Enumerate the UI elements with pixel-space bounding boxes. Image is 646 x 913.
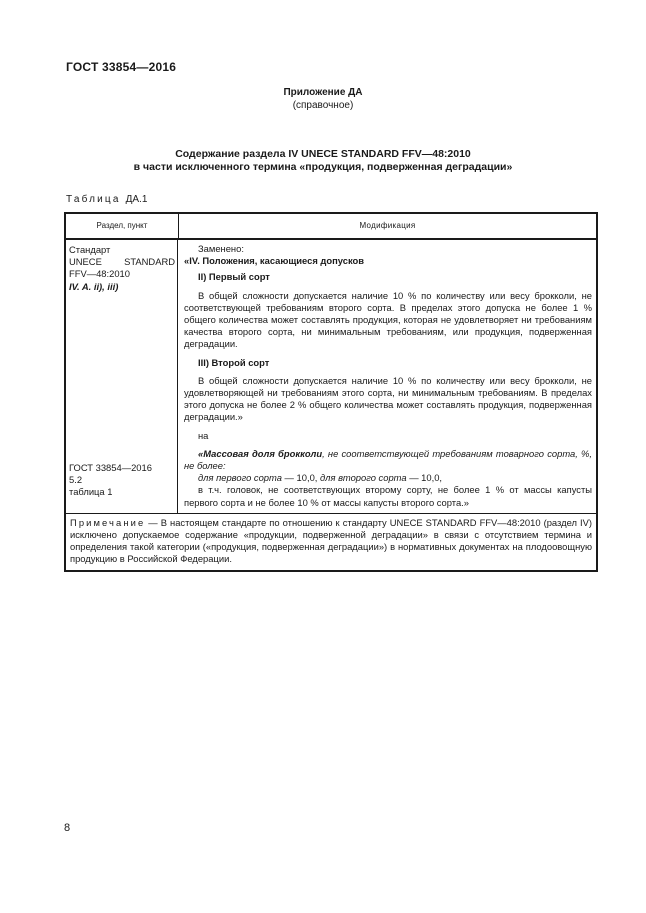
source-line-standard: Стандарт — [69, 244, 111, 255]
document-code: ГОСТ 33854—2016 — [66, 60, 177, 74]
section-title-line2: в части исключенного термина «продукция, подверженная деградации» — [133, 161, 513, 173]
target-line-gost: ГОСТ 33854—2016 — [69, 462, 152, 473]
table-body-row — [66, 240, 596, 513]
target-line-table: таблица 1 — [69, 486, 113, 498]
table-caption — [66, 194, 147, 205]
heads-text: в т.ч. головок, не соответствующих второму сорту, не более 1 % от массы капусты первого сорта и не более 10 % от массы капусты второго сорта.» — [184, 484, 592, 508]
source-line-unece: UNECE STANDARD — [69, 256, 175, 268]
column-header-modification: Модификация — [359, 220, 416, 230]
first-grade-value: — 10,0, — [281, 472, 320, 484]
modification-table — [64, 212, 598, 572]
note-text: — В настоящем стандарте по отношению к стандарту UNECE STANDARD FFV—48:2010 (раздел IV) исключено допускаемое содержание «продукции, подверженной деградации» в связи с отсутствием термина и определения такой категории («продукция, подверженная деградации») в нормативных документах на плодоовощную продукцию в Российской Федерации. — [70, 516, 592, 565]
first-grade-label: для первого сорта — [198, 472, 282, 484]
note-lead: Примечание — [70, 516, 146, 528]
second-grade-label: для второго сорта — [320, 472, 407, 484]
appendix-subtitle: (справочное) — [292, 100, 354, 111]
table-caption-word: Таблица — [66, 194, 121, 205]
to-label: на — [198, 429, 209, 441]
table-caption-number: ДА.1 — [125, 194, 148, 205]
section-column — [66, 240, 178, 513]
second-grade-text: В общей сложности допускается наличие 10 % по количеству или весу брокколи, не удовлетворяющей ни требованиям этого сорта, ни минимальным требованиям. В пределах этого допуска не более 2 % общего количества может составлять продукция, подверженная деградации.» — [184, 374, 592, 423]
second-grade-heading: III) Второй сорт — [198, 356, 270, 368]
section-title — [0, 148, 646, 174]
mass-fraction-term: «Массовая доля брокколи — [198, 447, 323, 459]
mass-fraction-desc: , не соответствующей требованиям товарного сорта, %, не более: — [184, 447, 592, 472]
section-title-line1: Содержание раздела IV UNECE STANDARD FFV—48:2010 — [175, 148, 471, 160]
table-header-row — [66, 214, 596, 240]
grade-values — [184, 472, 592, 484]
appendix-title: Приложение ДА — [283, 87, 363, 98]
mass-fraction-text — [184, 448, 592, 472]
replaced-label: Заменено: — [198, 243, 244, 254]
second-grade-value: — 10,0, — [406, 472, 443, 484]
target-line-clause: 5.2 — [69, 474, 83, 486]
page-number: 8 — [64, 822, 71, 834]
source-line-ffv: FFV—48:2010 — [69, 268, 130, 280]
table-note — [66, 513, 596, 570]
appendix-heading — [0, 86, 646, 112]
source-line-clause: IV. A. ii), iii) — [69, 280, 119, 292]
target-reference — [69, 462, 175, 499]
tolerance-heading: «IV. Положения, касающиеся допусков — [184, 255, 365, 267]
first-grade-text: В общей сложности допускается наличие 10 % по количеству или весу брокколи, не соответствующей требованиям второго сорта. В пределах этого допуска не более 1 % общего количества может составлять продукция, которая не удовлетворяет ни требованиям качества второго сорта, ни минимальным требованиям, или продукция, подверженная деградации. — [184, 289, 592, 350]
column-header-section: Раздел, пункт — [66, 214, 179, 238]
modification-column — [178, 240, 596, 513]
first-grade-heading: II) Первый сорт — [198, 271, 270, 283]
source-reference — [69, 244, 175, 293]
